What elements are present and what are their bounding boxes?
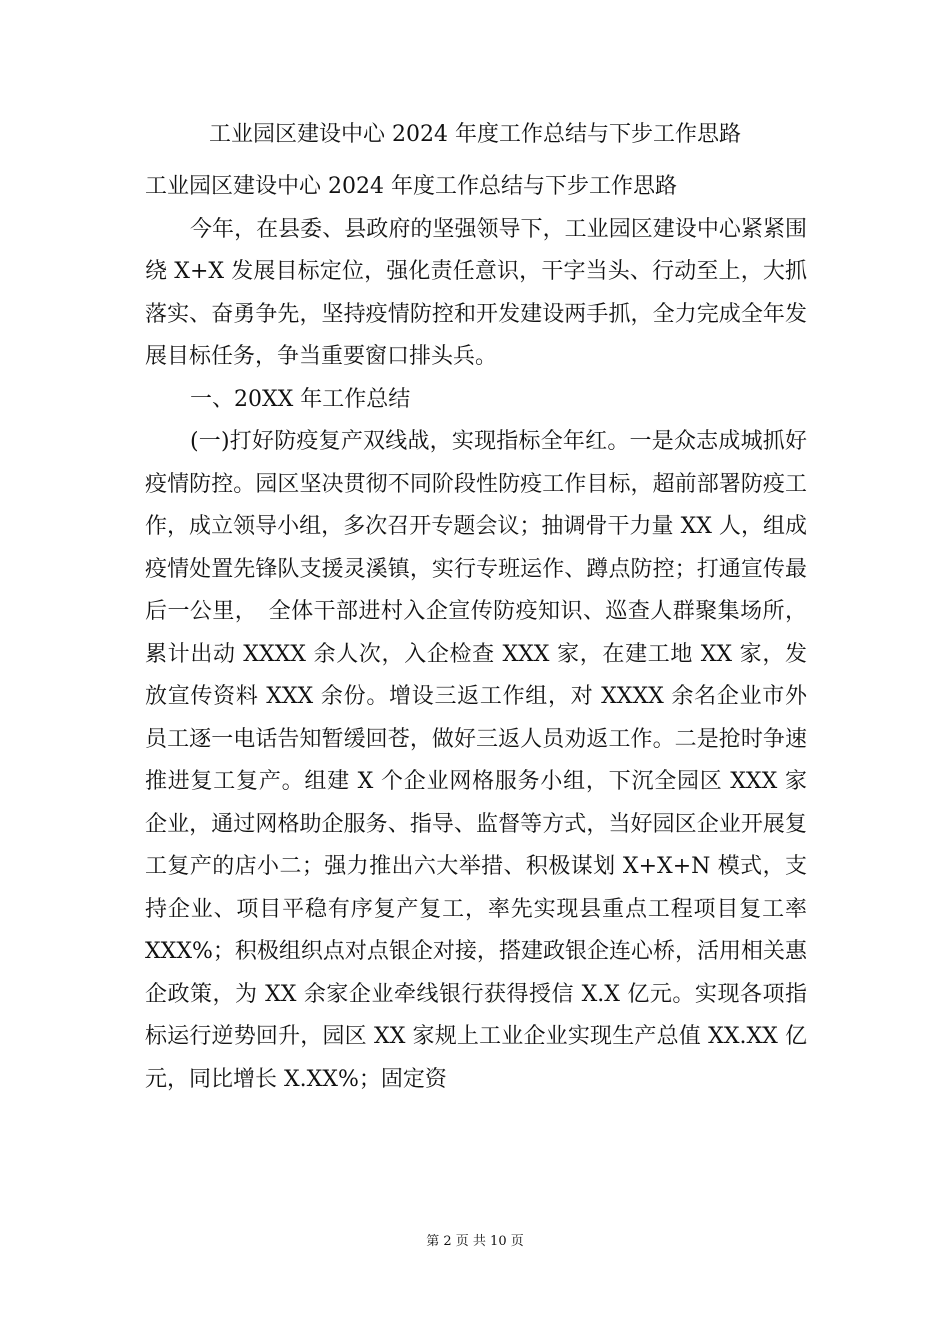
intro-paragraph: 今年，在县委、县政府的坚强领导下，工业园区建设中心紧紧围绕 X+X 发展目标定位，强化责任意识，干字当头、行动至上，大抓落实、奋勇争先，坚持疫情防控和开发建设两手抓，全力完成全年发展目标任务，争当重要窗口排头兵。: [145, 216, 807, 369]
section-heading: 一、20XX 年工作总结: [190, 386, 411, 412]
page-number: 第 2 页 共 10 页: [426, 1234, 524, 1249]
document-title: 工业园区建设中心 2024 年度工作总结与下步工作思路: [209, 122, 741, 147]
document-body: [145, 166, 807, 1101]
body-paragraph: (一)打好防疫复产双线战，实现指标全年红。一是众志成城抓好疫情防控。园区坚决贯彻不同阶段性防疫工作目标，超前部署防疫工作，成立领导小组，多次召开专题会议；抽调骨干力量 XX 人，组成疫情处置先锋队支援灵溪镇，实行专班运作、蹲点防控；打通宣传最后一公里， 全体干部进村入企宣传防疫知识、巡查人群聚集场所，累计出动 XXXX 余人次，入企检查 XXX 家，在建工地 XX 家，发放宣传资料 XXX 余份。增设三返工作组，对 XXXX 余名企业市外员工逐一电话告知暂缓回苍，做好三返人员劝返工作。二是抢时争速推进复工复产。组建 X 个企业网格服务小组，下沉全园区 XXX 家企业，通过网格助企服务、指导、监督等方式，当好园区企业开展复工复产的店小二；强力推出六大举措、积极谋划 X+X+N 模式，支持企业、项目平稳有序复产复工，率先实现县重点工程项目复工率 XXX%；积极组织点对点银企对接，搭建政银企连心桥，活用相关惠企政策，为 XX 余家企业牵线银行获得授信 X.X 亿元。实现各项指标运行逆势回升，园区 XX 家规上工业企业实现生产总值 XX.XX 亿元，同比增长 X.XX%；固定资: [145, 429, 807, 1092]
document-subtitle: 工业园区建设中心 2024 年度工作总结与下步工作思路: [145, 174, 677, 199]
